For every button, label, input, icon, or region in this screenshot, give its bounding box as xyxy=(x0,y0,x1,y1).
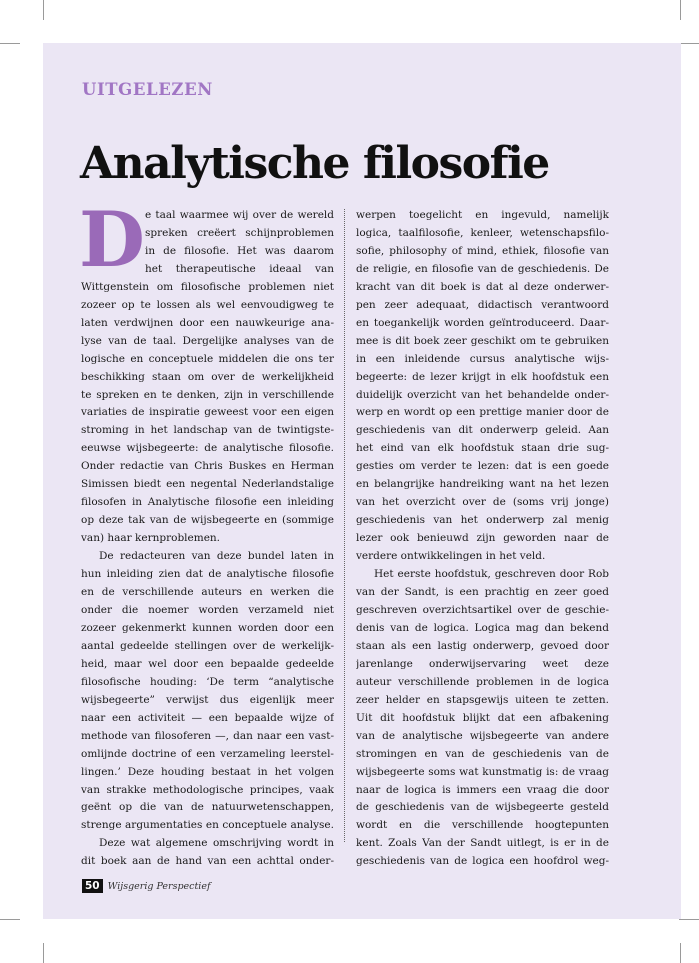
text-line: zozeer gekenmerkt kunnen worden door een xyxy=(81,621,334,634)
journal-name: Wijsgerig Perspectief xyxy=(107,880,211,892)
text-line: onder die noemer worden verzameld niet xyxy=(81,603,334,616)
article-column-left xyxy=(81,207,334,871)
text-line: en toegankelijk worden geïntroduceerd. Daar- xyxy=(356,316,609,329)
text-line: kracht van dit boek is dat al deze onderwer- xyxy=(356,280,609,293)
text-line: Onder redactie van Chris Buskes en Herman xyxy=(81,460,334,473)
text-line: Uit dit hoofdstuk blijkt dat een afbakening xyxy=(356,711,609,724)
text-line: zozeer op te lossen als wel eenvoudigweg te xyxy=(81,298,334,311)
text-line: wordt en die verschillende hoogtepunten xyxy=(356,819,609,832)
section-label: UITGELEZEN xyxy=(82,80,213,99)
text-line: van der Sandt, is een prachtig en zeer goed xyxy=(356,586,609,599)
text-line: e taal waarmee wij over de wereld xyxy=(145,209,334,221)
text-line: zeer helder en stapsgewijs uiteen te zetten. xyxy=(356,693,609,706)
text-line: in een inleidende cursus analytische wijs- xyxy=(356,352,609,365)
article-column-right xyxy=(356,207,609,871)
text-line: begeerte: de lezer krijgt in elk hoofdstuk een xyxy=(356,370,609,383)
crop-mark xyxy=(0,43,20,44)
text-line: eeuwse wijsbegeerte: de analytische filosofie. xyxy=(81,442,334,455)
text-line: en de verschillende auteurs en werken die xyxy=(81,586,334,599)
text-line: laten verdwijnen door een nauwkeurige ana- xyxy=(81,316,334,329)
text-line: sofie, philosophy of mind, ethiek, filosofie van xyxy=(356,244,609,257)
text-line: werpen toegelicht en ingevuld, namelijk xyxy=(356,209,609,221)
text-line: geschiedenis van het onderwerp zal menig xyxy=(356,514,609,527)
text-line: werp en wordt op een prettige manier door de xyxy=(356,406,609,419)
text-line: variaties de inspiratie geweest voor een eigen xyxy=(81,406,334,419)
page-title: Analytische filosofie xyxy=(80,138,549,189)
page-number: 50 xyxy=(82,879,103,893)
text-line: de religie, en filosofie van de geschiedenis. De xyxy=(356,262,609,275)
text-line: aantal gedeelde stellingen over de werkelijk- xyxy=(81,639,334,652)
text-line: logische en conceptuele middelen die ons ter xyxy=(81,352,334,365)
text-line: spreken creëert schijnproblemen xyxy=(145,226,334,239)
text-line: hun inleiding zien dat de analytische filosofie xyxy=(81,568,334,581)
text-line: lyse van de taal. Dergelijke analyses van de xyxy=(81,334,334,347)
text-line: Wittgenstein om filosofische problemen niet xyxy=(81,280,334,293)
drop-cap: D xyxy=(79,195,145,284)
column-divider xyxy=(344,209,345,842)
text-line: lingen.’ Deze houding bestaat in het volgen xyxy=(81,765,334,778)
text-line: het eind van elk hoofdstuk staan drie sug- xyxy=(356,442,609,455)
crop-mark xyxy=(43,943,44,963)
text-line: geënt op die van de natuurwetenschappen, xyxy=(81,801,334,814)
crop-mark xyxy=(680,943,681,963)
text-line: logica, taalfilosofie, kenleer, wetenschapsfilo- xyxy=(356,226,609,239)
text-line: filosofische houding: ‘De term “analytische xyxy=(81,675,334,688)
text-line: jarenlange onderwijservaring weet deze xyxy=(356,657,609,670)
text-line: staan als een lastig onderwerp, gevoed door xyxy=(356,639,609,652)
text-line: in de filosofie. Het was daarom xyxy=(145,244,334,257)
text-line: auteur verschillende problemen in de logica xyxy=(356,675,609,688)
crop-mark xyxy=(0,919,20,920)
text-line: naar de logica is immers een vraag die door xyxy=(356,783,609,796)
text-line: het therapeutische ideaal van xyxy=(145,262,334,275)
text-line: methode van filosoferen —, dan naar een vast- xyxy=(81,729,334,742)
text-line: stromingen en van de geschiedenis van de xyxy=(356,747,609,760)
text-line: verdere ontwikkelingen in het veld. xyxy=(356,550,546,563)
text-line: lezer ook benieuwd zijn geworden naar de xyxy=(356,532,609,545)
text-line: geschiedenis van dit onderwerp geleid. Aan xyxy=(356,424,609,437)
text-line: geschiedenis van de logica een hoofdrol weg- xyxy=(356,855,609,868)
text-line: kent. Zoals Van der Sandt uitlegt, is er in de xyxy=(356,837,609,850)
text-line: Simissen biedt een negental Nederlandstalige xyxy=(81,478,334,491)
text-line: Het eerste hoofdstuk, geschreven door Rob xyxy=(374,568,609,581)
crop-mark xyxy=(43,0,44,20)
crop-mark xyxy=(680,0,681,20)
text-line: heid, maar wel door een bepaalde gedeelde xyxy=(81,657,334,670)
text-line: van de analytische wijsbegeerte van andere xyxy=(356,729,609,742)
text-line: pen zeer adequaat, didactisch verantwoord xyxy=(356,298,609,311)
text-line: en belangrijke handreiking want na het lezen xyxy=(356,478,609,491)
text-line: mee is dit boek zeer geschikt om te gebruiken xyxy=(356,334,609,347)
text-line: strenge argumentaties en conceptuele analyse. xyxy=(81,819,334,832)
text-line: De redacteuren van deze bundel laten in xyxy=(99,550,334,563)
text-line: gesties om verder te lezen: dat is een goede xyxy=(356,460,609,473)
text-line: omlijnde doctrine of een verzameling leerstel- xyxy=(81,747,334,760)
text-line: van strakke methodologische principes, vaak xyxy=(81,783,334,796)
text-line: naar een activiteit — een bepaalde wijze of xyxy=(81,711,334,724)
crop-mark xyxy=(679,919,699,920)
text-line: duidelijk overzicht van het behandelde onder- xyxy=(356,388,609,401)
text-line: geschreven overzichtsartikel over de geschie- xyxy=(356,603,609,616)
text-line: de geschiedenis van de wijsbegeerte gesteld xyxy=(356,801,609,814)
text-line: te spreken en te denken, zijn in verschillende xyxy=(81,388,334,401)
text-line: stroming in het landschap van de twintigste- xyxy=(81,424,334,437)
text-line: Deze wat algemene omschrijving wordt in xyxy=(99,837,334,850)
text-line: van) haar kernproblemen. xyxy=(81,532,221,545)
page-footer xyxy=(82,879,211,893)
text-line: beschikking staan om over de werkelijkheid xyxy=(81,370,334,383)
text-line: filosofen in Analytische filosofie een inleiding xyxy=(81,496,334,509)
text-line: denis van de logica. Logica mag dan bekend xyxy=(356,621,609,634)
text-line: wijsbegeerte soms wat kunstmatig is: de vraag xyxy=(356,765,609,778)
crop-mark xyxy=(679,43,699,44)
text-line: dit boek aan de hand van een achttal onder- xyxy=(81,855,334,868)
text-line: op deze tak van de wijsbegeerte en (sommige xyxy=(81,514,334,527)
text-line: wijsbegeerte” verwijst dus eigenlijk meer xyxy=(81,693,334,706)
text-line: van het overzicht over de (soms vrij jonge) xyxy=(356,496,609,509)
